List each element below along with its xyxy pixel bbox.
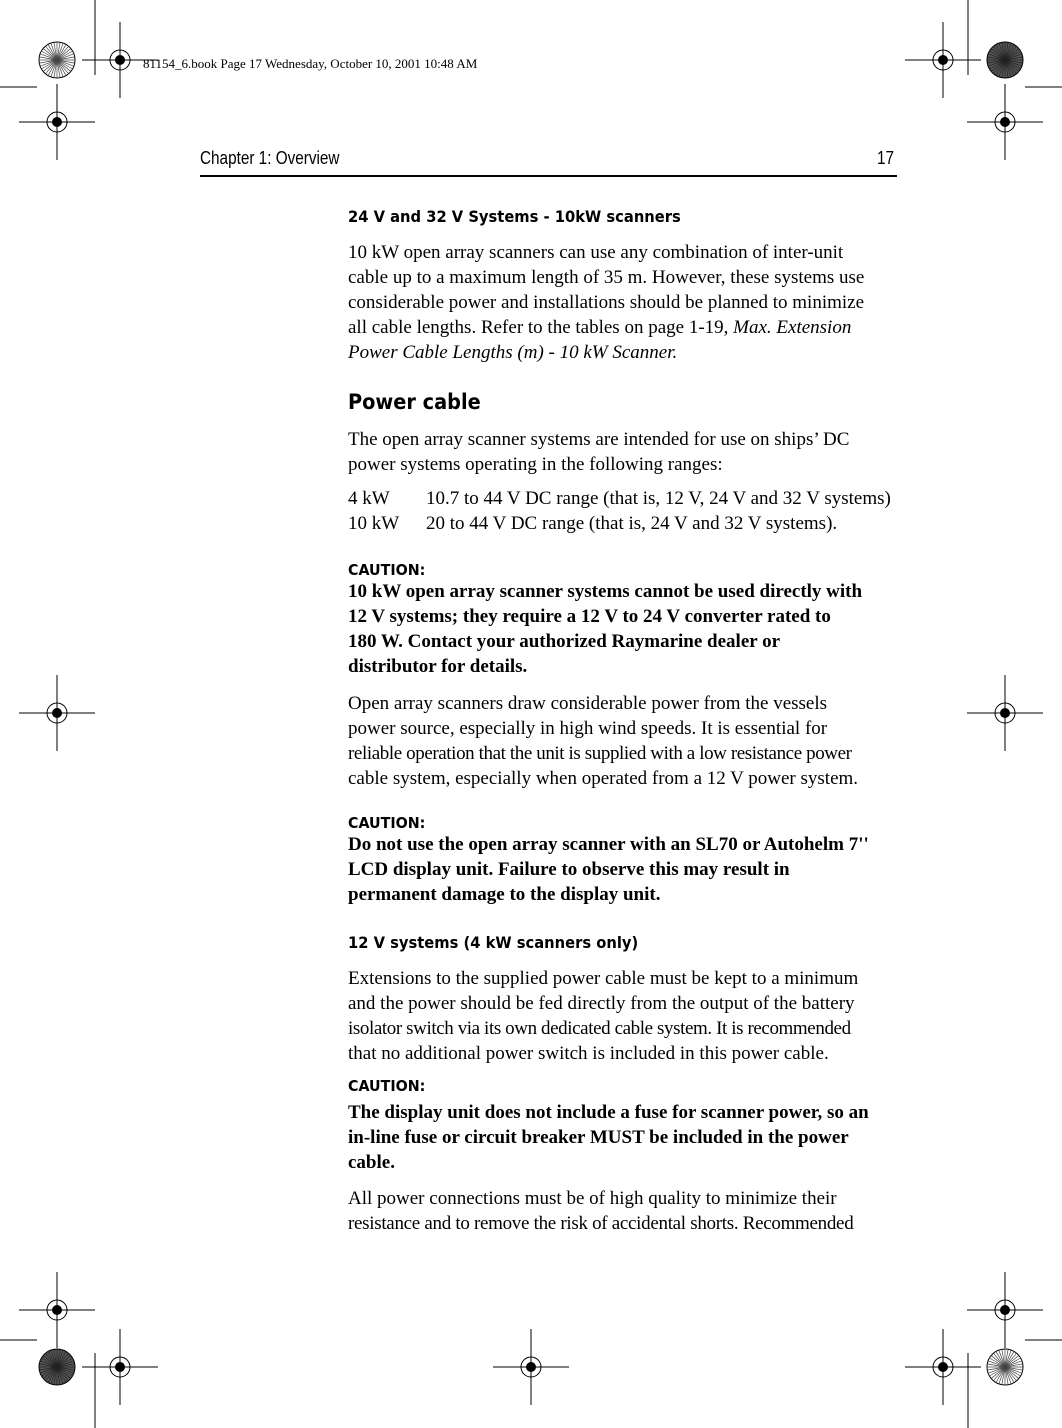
text-line: power systems operating in the following ranges: bbox=[348, 454, 723, 475]
text-line: 12 V systems; they require a 12 V to 24 V converter rated to bbox=[348, 606, 831, 627]
page-number: 17 bbox=[877, 148, 895, 168]
caution-text bbox=[348, 832, 908, 907]
text-line: cable. bbox=[348, 1152, 395, 1173]
paragraph bbox=[348, 240, 908, 365]
text-line: power source, especially in high wind speeds. It is essential for bbox=[348, 718, 828, 739]
ranges-table bbox=[348, 486, 908, 536]
registration-dot bbox=[115, 1362, 125, 1372]
range-value: 10.7 to 44 V DC range (that is, 12 V, 24 V and 32 V systems) bbox=[426, 488, 891, 509]
registration-dot bbox=[52, 708, 62, 718]
registration-dot bbox=[1000, 708, 1010, 718]
reference-title: Max. Extension bbox=[733, 317, 852, 338]
text-line: LCD display unit. Failure to observe this may result in bbox=[348, 859, 790, 880]
section-heading: Power cable bbox=[348, 390, 481, 414]
header-rule bbox=[200, 175, 897, 177]
caution-label: CAUTION: bbox=[348, 561, 426, 579]
text-line: The open array scanner systems are intended for use on ships’ DC bbox=[348, 429, 850, 450]
registration-dot bbox=[52, 117, 62, 127]
caution-text bbox=[348, 579, 908, 679]
text-line: permanent damage to the display unit. bbox=[348, 884, 661, 905]
caution-label: CAUTION: bbox=[348, 814, 426, 832]
print-slug: 81154_6.book Page 17 Wednesday, October 10, 2001 10:48 AM bbox=[143, 56, 478, 71]
text-line: 10 kW open array scanner systems cannot be used directly with bbox=[348, 581, 863, 602]
text-line: isolator switch via its own dedicated cable system. It is recommended bbox=[348, 1018, 851, 1039]
paragraph bbox=[348, 966, 908, 1066]
text-line: 10 kW open array scanners can use any combination of inter-unit bbox=[348, 242, 844, 263]
text-line: and the power should be fed directly from the output of the battery bbox=[348, 993, 855, 1014]
registration-dot bbox=[115, 55, 125, 65]
registration-dot bbox=[526, 1362, 536, 1372]
registration-dot bbox=[1000, 117, 1010, 127]
reference-title: Power Cable Lengths (m) - 10 kW Scanner. bbox=[348, 342, 678, 363]
text-line: cable up to a maximum length of 35 m. However, these systems use bbox=[348, 267, 865, 288]
range-row bbox=[348, 511, 908, 536]
text-line: considerable power and installations should be planned to minimize bbox=[348, 292, 865, 313]
text-line: that no additional power switch is included in this power cable. bbox=[348, 1043, 829, 1064]
text-line: cable system, especially when operated from a 12 V power system. bbox=[348, 768, 859, 789]
range-row bbox=[348, 486, 908, 511]
caution-text bbox=[348, 1100, 908, 1175]
text-line: all cable lengths. Refer to the tables on page 1-19, bbox=[348, 317, 734, 338]
text-line: All power connections must be of high quality to minimize their bbox=[348, 1188, 837, 1209]
paragraph bbox=[348, 1186, 908, 1236]
text-line: distributor for details. bbox=[348, 656, 528, 677]
paragraph bbox=[348, 691, 908, 791]
text-line: Extensions to the supplied power cable must be kept to a minimum bbox=[348, 968, 859, 989]
text-line: reliable operation that the unit is supplied with a low resistance power bbox=[348, 743, 852, 764]
text-line: The display unit does not include a fuse for scanner power, so an bbox=[348, 1102, 869, 1123]
paragraph bbox=[348, 427, 908, 477]
registration-dot bbox=[938, 1362, 948, 1372]
registration-dot bbox=[52, 1305, 62, 1315]
text-line: 180 W. Contact your authorized Raymarine dealer or bbox=[348, 631, 781, 652]
range-power: 4 kW bbox=[348, 488, 390, 509]
range-power: 10 kW bbox=[348, 513, 400, 534]
range-value: 20 to 44 V DC range (that is, 24 V and 32 V systems). bbox=[426, 513, 838, 534]
registration-dot bbox=[938, 55, 948, 65]
text-line: Open array scanners draw considerable power from the vessels bbox=[348, 693, 828, 714]
chapter-title: Chapter 1: Overview bbox=[200, 148, 340, 168]
section-heading: 12 V systems (4 kW scanners only) bbox=[348, 933, 639, 952]
registration-dot bbox=[1000, 1305, 1010, 1315]
text-line: in-line fuse or circuit breaker MUST be included in the power bbox=[348, 1127, 849, 1148]
text-line: resistance and to remove the risk of accidental shorts. Recommended bbox=[348, 1213, 854, 1234]
text-line: Do not use the open array scanner with an SL70 or Autohelm 7'' bbox=[348, 834, 869, 855]
caution-label: CAUTION: bbox=[348, 1077, 426, 1095]
section-heading: 24 V and 32 V Systems - 10kW scanners bbox=[348, 207, 681, 226]
